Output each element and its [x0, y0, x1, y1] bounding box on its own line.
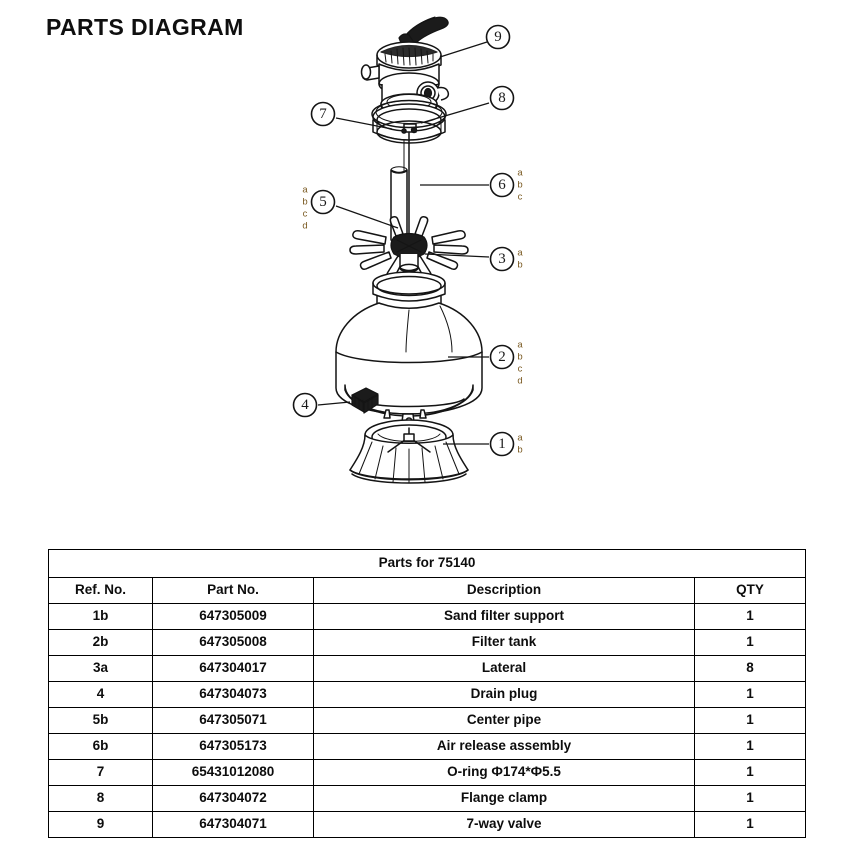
table-row: [49, 812, 806, 838]
callout-6-sub-b: b: [517, 179, 523, 191]
cell-qty: 1: [695, 760, 806, 786]
cell-part-no: 647304071: [153, 812, 314, 838]
callout-9-number: 9: [494, 29, 502, 45]
cell-qty: 1: [695, 812, 806, 838]
callout-2-sub-c: c: [517, 363, 523, 375]
cell-part-no: 647304073: [153, 682, 314, 708]
parts-table-container: [48, 549, 805, 838]
callout-1-sub-b: b: [517, 444, 523, 456]
parts-table-caption-row: [49, 550, 806, 578]
callout-5[interactable]: [302, 185, 334, 232]
parts-table-caption: Parts for 75140: [49, 550, 806, 578]
cell-qty: 8: [695, 656, 806, 682]
cell-ref-no: 9: [49, 812, 153, 838]
table-row: [49, 630, 806, 656]
cell-description: Sand filter support: [314, 604, 695, 630]
cell-ref-no: 4: [49, 682, 153, 708]
table-row: [49, 656, 806, 682]
table-row: [49, 604, 806, 630]
table-row: [49, 760, 806, 786]
cell-description: O-ring Ф174*Ф5.5: [314, 760, 695, 786]
table-row: [49, 682, 806, 708]
cell-description: Filter tank: [314, 630, 695, 656]
column-header-qty: QTY: [695, 578, 806, 604]
cell-part-no: 647304072: [153, 786, 314, 812]
callout-3-number: 3: [498, 251, 506, 267]
page-title: PARTS DIAGRAM: [46, 14, 244, 40]
part-filter-support-base: [350, 420, 468, 483]
callout-3-sub-a: a: [517, 247, 523, 259]
callout-2-sub-b: b: [517, 351, 523, 363]
cell-qty: 1: [695, 682, 806, 708]
parts-table-header-row: [49, 578, 806, 604]
cell-description: Air release assembly: [314, 734, 695, 760]
table-row: [49, 786, 806, 812]
cell-ref-no: 7: [49, 760, 153, 786]
cell-qty: 1: [695, 734, 806, 760]
table-row: [49, 708, 806, 734]
cell-ref-no: 5b: [49, 708, 153, 734]
cell-description: Drain plug: [314, 682, 695, 708]
callout-2-number: 2: [498, 349, 506, 365]
cell-part-no: 647304017: [153, 656, 314, 682]
callout-7-number: 7: [319, 106, 327, 122]
callout-5-sub-c: c: [302, 208, 308, 220]
callout-3[interactable]: [491, 248, 524, 271]
cell-qty: 1: [695, 630, 806, 656]
callout-4-number: 4: [301, 397, 309, 413]
cell-ref-no: 1b: [49, 604, 153, 630]
callout-5-number: 5: [319, 194, 327, 210]
cell-description: 7-way valve: [314, 812, 695, 838]
callout-1-number: 1: [498, 436, 506, 452]
cell-description: Center pipe: [314, 708, 695, 734]
table-row: [49, 734, 806, 760]
callout-2-sub-d: d: [517, 375, 523, 387]
column-header-part-no: Part No.: [153, 578, 314, 604]
cell-description: Lateral: [314, 656, 695, 682]
callout-1-sub-a: a: [517, 432, 523, 444]
callout-9[interactable]: [487, 26, 510, 49]
cell-part-no: 65431012080: [153, 760, 314, 786]
callout-8[interactable]: [491, 87, 514, 110]
callout-1[interactable]: [491, 433, 524, 456]
cell-part-no: 647305009: [153, 604, 314, 630]
cell-ref-no: 8: [49, 786, 153, 812]
callout-5-sub-a: a: [302, 184, 308, 196]
callout-2-sub-a: a: [517, 339, 523, 351]
cell-part-no: 647305173: [153, 734, 314, 760]
cell-qty: 1: [695, 786, 806, 812]
callout-5-sub-d: d: [302, 220, 308, 232]
callout-6[interactable]: [491, 168, 524, 203]
cell-qty: 1: [695, 708, 806, 734]
cell-qty: 1: [695, 604, 806, 630]
callout-5-sub-b: b: [302, 196, 308, 208]
cell-part-no: 647305071: [153, 708, 314, 734]
callout-6-sub-a: a: [517, 167, 523, 179]
callout-6-number: 6: [498, 177, 506, 193]
cell-description: Flange clamp: [314, 786, 695, 812]
callout-3-sub-b: b: [517, 259, 523, 271]
column-header-ref-no: Ref. No.: [49, 578, 153, 604]
cell-ref-no: 2b: [49, 630, 153, 656]
column-header-description: Description: [314, 578, 695, 604]
callout-7[interactable]: [312, 103, 335, 126]
callout-4[interactable]: [294, 394, 317, 417]
callout-8-number: 8: [498, 90, 506, 106]
cell-ref-no: 6b: [49, 734, 153, 760]
cell-part-no: 647305008: [153, 630, 314, 656]
cell-ref-no: 3a: [49, 656, 153, 682]
callout-2[interactable]: [491, 340, 524, 387]
parts-table: [48, 549, 806, 838]
callout-6-sub-c: c: [517, 191, 523, 203]
